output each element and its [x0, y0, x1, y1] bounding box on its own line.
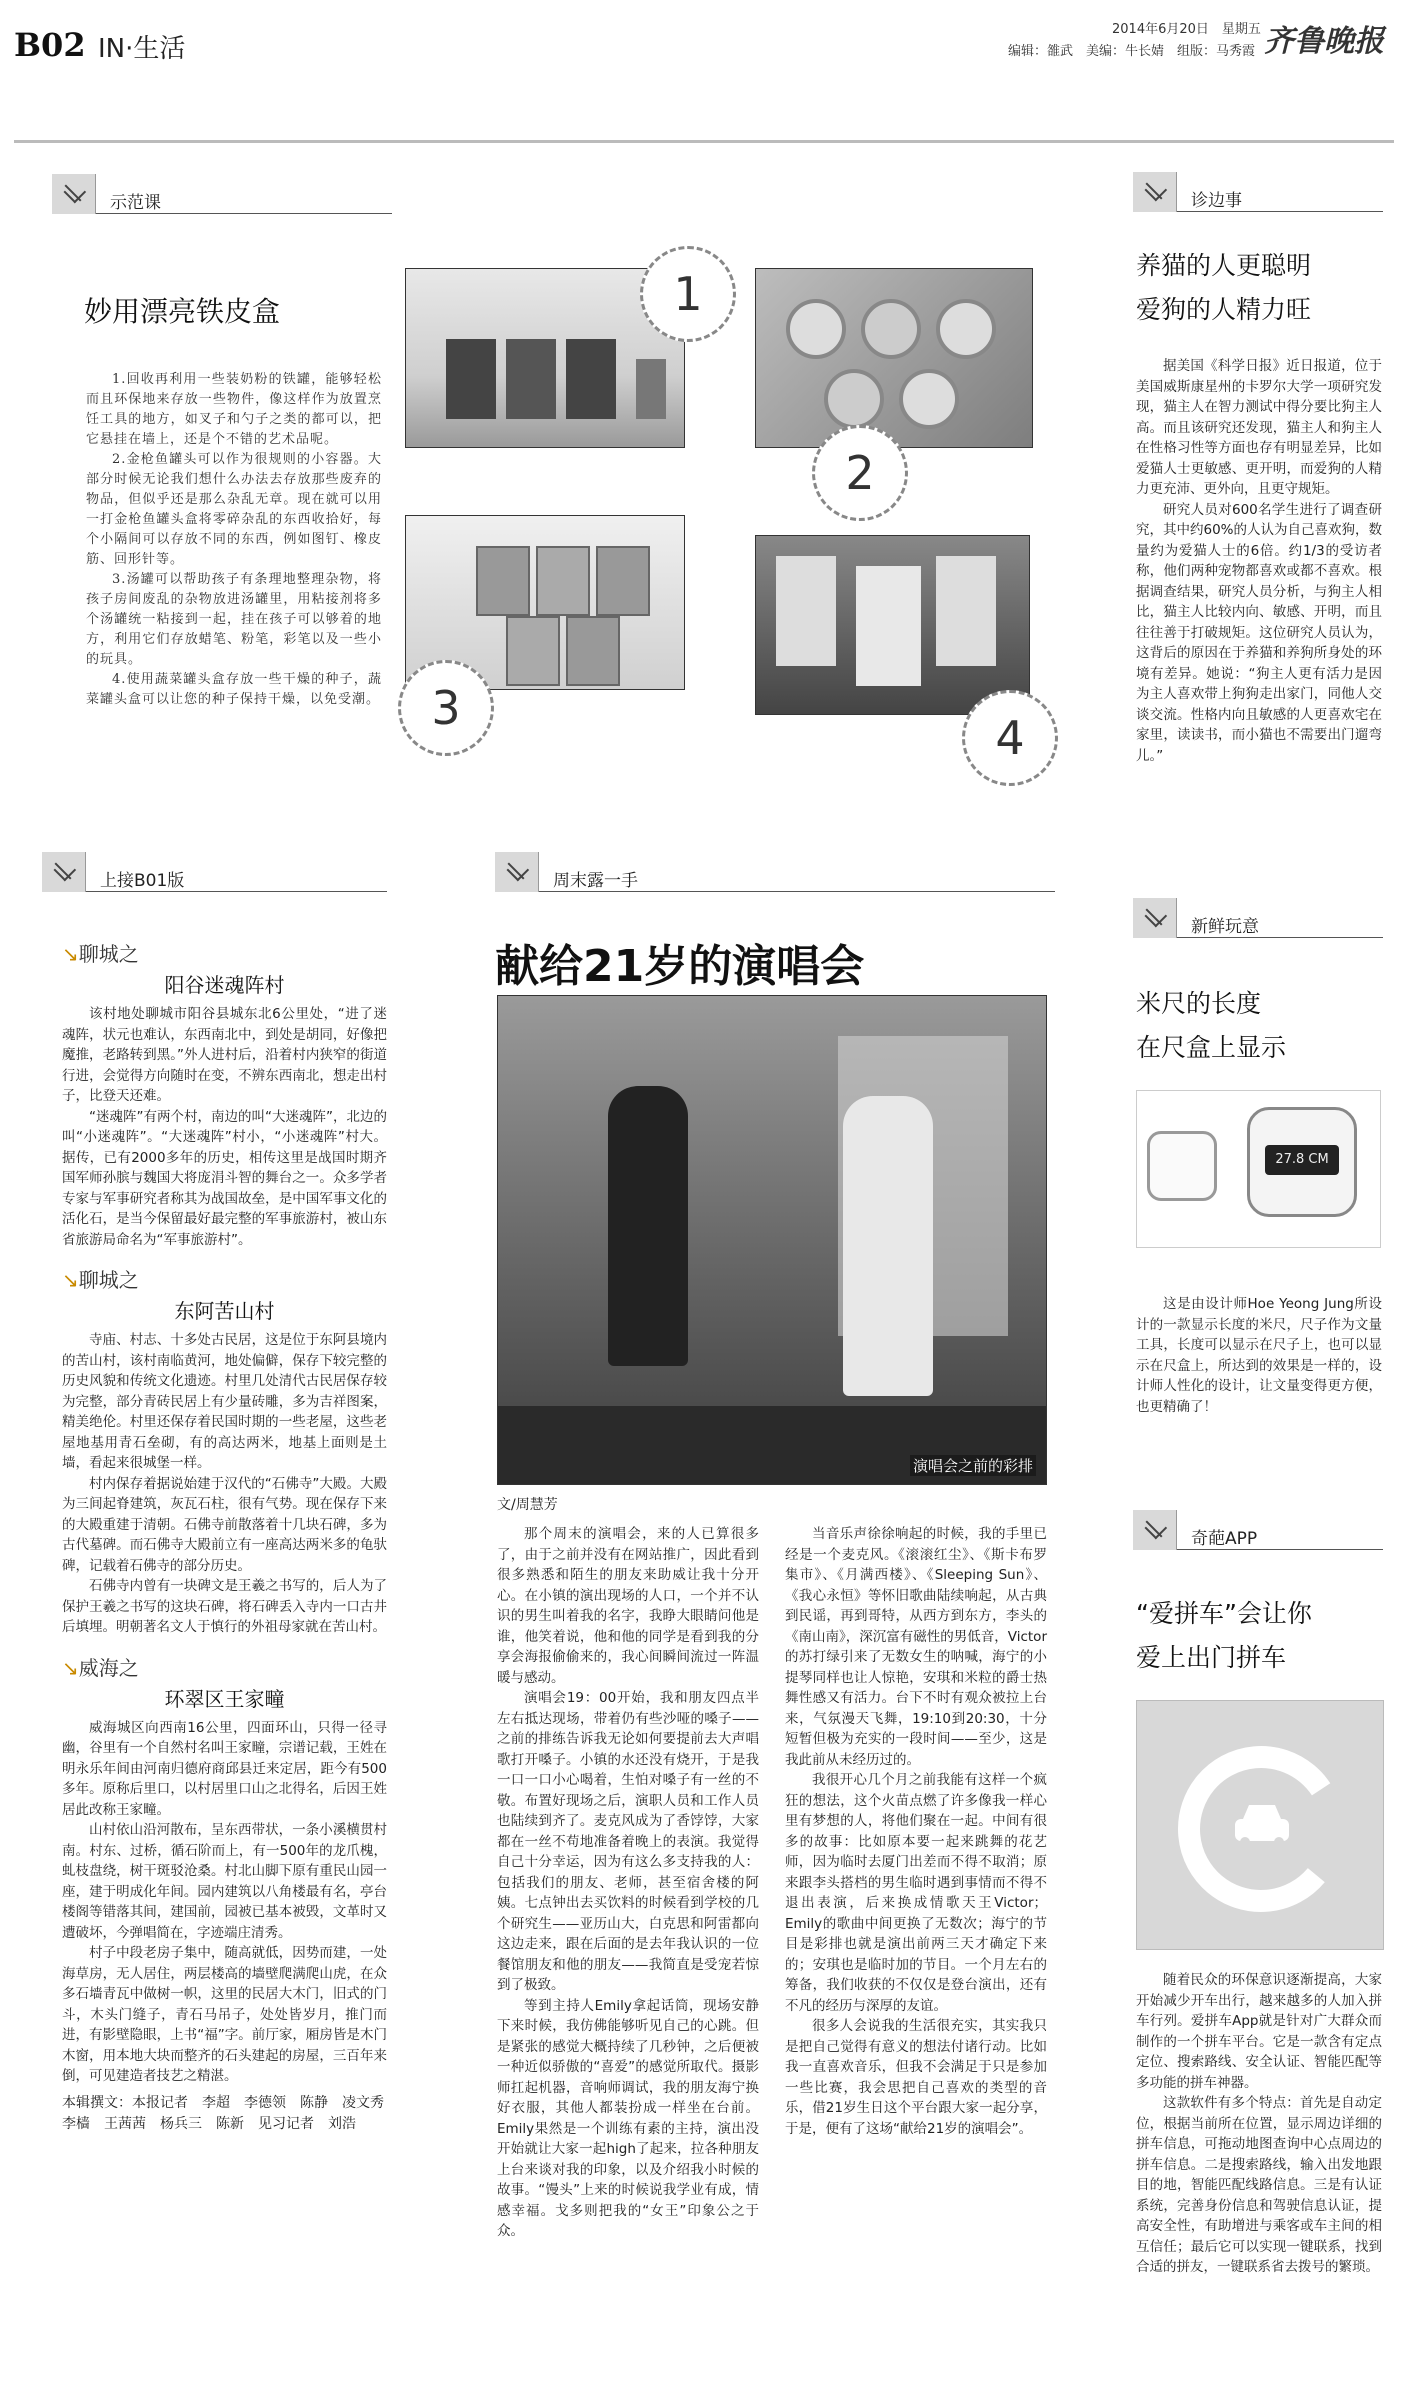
section-label: 周末露一手: [553, 871, 638, 891]
paragraph: 研究人员对600名学生进行了调查研究，其中约60%的人认为自己喜欢狗，数量约为爱猫人士的6倍。约1/3的受访者称，他们两种宠物都喜欢或都不喜欢。根据调查结果，研究人员分析，与狗主人相比，猫主人比较内向、敏感、开明，而且往往善于打破规矩。这位研究人员认为，这背后的原因在于养猫和养狗所身处的环境有差异。她说：“狗主人更有活力是因为主人喜欢带上狗狗走出家门，同他人交谈交流。性格内向且敏感的人更喜欢宅在家里，读读书，而小猫也不需要出门遛弯儿。”: [1136, 501, 1383, 764]
paragraph: 威海城区向西南16公里，四面环山，只得一径寻幽，谷里有一个自然村名叫王家疃，宗谱记载，王姓在明永乐年间由河南归德府商邱县迁来定居，距今有500多年。原称后里口，以村居里口山之北得名，后因王姓居此改称王家疃。: [62, 1719, 387, 1818]
side2-body: [1136, 1294, 1382, 1417]
section-header-side2: [1133, 898, 1383, 938]
place-mark: ↘聊城之: [62, 942, 139, 966]
car-share-icon: [1137, 1701, 1384, 1950]
photo-caption: 演唱会之前的彩排: [910, 1455, 1036, 1476]
paragraph: 2.金枪鱼罐头可以作为很规则的小容器。大部分时候无论我们想什么办法去存放那些废弃的物品，但似乎还是那么杂乱无章。现在就可以用一打金枪鱼罐头盒将零碎杂乱的东西收拾好，每个小隔间可以存放不同的东西，例如图钉、橡皮筋、回形针等。: [86, 452, 382, 567]
section-header-side3: [1133, 1510, 1383, 1550]
page-code: B02: [14, 26, 86, 64]
article-body-demo: [86, 370, 382, 710]
title-line: 爱狗的人精力旺: [1136, 295, 1312, 324]
paragraph: 我很开心几个月之前我能有这样一个疯狂的想法，这个火苗点燃了许多像我一样心里有梦想的人，将他们聚在一起。中间有很多的故事：比如原本要一起来跳舞的花艺师，因为临时去厦门出差而不得不取消；原来跟李头搭档的男生临时遇到事情而不得不退出表演，后来换成情歌天王Victor；Emily的歌曲中间更换了无数次；海宁的节目是彩排也就是演出前两三天才确定下来的；安琪也是临时加的节目。一个月左右的筹备，我们收获的不仅仅是登台演出，还有不凡的经历与深厚的友谊。: [785, 1772, 1047, 2014]
title-line: 养猫的人更聪明: [1136, 251, 1312, 280]
place-mark: ↘威海之: [62, 1655, 139, 1680]
paragraph: 该村地处聊城市阳谷县城东北6公里处，“进了迷魂阵，状元也难认，东西南北中，到处是胡同，好像把魔推，老路转到黑。”外人进村后，沿着村内狭窄的街道行进，会觉得方向随时在变，不辨东西南北，想走出村子，比登天还难。: [62, 1006, 387, 1104]
photo-tape-measure: [1136, 1090, 1381, 1248]
section-header-demo: [52, 174, 392, 214]
paragraph: 这是由设计师Hoe Yeong Jung所设计的一款显示长度的米尺，尺子作为文量工具，长度可以显示在尺子上，也可以显示在尺盒上，所达到的效果是一样的，设计师人性化的设计，让文量变得更方便，也更精确了！: [1136, 1296, 1382, 1415]
place-mark: ↘聊城之: [62, 1268, 139, 1292]
section-label: 示范课: [110, 193, 161, 213]
masthead: [0, 0, 1409, 70]
side3-title: [1136, 1592, 1312, 1680]
arrow-icon: ↘: [62, 1655, 79, 1680]
paragraph: 山村依山沿河散布，呈东西带状，一条小溪横贯村南。村东、过桥，循石阶而上，有一500年的龙爪槐，虬枝盘绕，树干斑驳沧桑。村北山脚下原有重民山园一座，建于明成化年间。园内建筑以八角楼最有名，亭台楼阁等错落其间，建国前，园被已基本被毁，文革时又遭破坏，今弹唱简在，字迹端庄清秀。: [62, 1822, 387, 1941]
newspaper-logo: 齐鲁晚报: [1264, 24, 1384, 59]
paragraph: 随着民众的环保意识逐渐提高，大家开始减少开车出行，越来越多的人加入拼车行列。爱拼车App就是针对广大群众而制作的一个拼车平台。它是一款含有定点定位、搜索路线、安全认证、智能匹配等多功能的拼车神器。: [1136, 1972, 1382, 2091]
arrow-icon: [42, 852, 86, 892]
arrow-icon: ↘: [62, 1268, 79, 1292]
measure-display: 27.8 CM: [1265, 1145, 1339, 1175]
place-title: 东阿苦山村: [174, 1299, 275, 1323]
section-header-side1: [1133, 172, 1383, 212]
photo-number-2: 2: [812, 425, 908, 521]
title-line: 米尺的长度: [1136, 989, 1262, 1018]
arrow-icon: [495, 852, 539, 892]
side1-title: [1136, 244, 1311, 332]
weekend-col1: [497, 1524, 759, 2242]
app-logo: [1136, 1700, 1384, 1950]
paragraph: 寺庙、村志、十多处古民居，这是位于东阿县境内的苦山村，该村南临黄河，地处偏僻，保存下较完整的历史风貌和传统文化遗迹。村里几处清代古民居保存较为完整，部分青砖民居上有少量砖雕，多为吉祥图案，精美绝伦。村里还保存着民国时期的一些老屋，这些老屋地基用青石垒砌，有的高达两米，地基上面则是土墙，看起来很城堡一样。: [62, 1332, 387, 1471]
place-title: 阳谷迷魂阵村: [164, 973, 285, 997]
article-title-demo: 妙用漂亮铁皮盒: [84, 295, 281, 328]
editor-credits: 编辑：雒武 美编：牛长婧 组版：马秀霞: [1008, 44, 1256, 59]
masthead-rule: [14, 140, 1394, 143]
paragraph: 村子中段老房子集中，随高就低，因势而建，一处海草房，无人居住，两层楼高的墙壁爬满爬山虎，在众多石墙青瓦中做树一帜，这里的民居大木门，旧式的门斗，木头门缝子，青石马吊子，处处皆岁月，推门而进，有影壁隐眼，上书“福”字。前厅家，厢房皆是木门木窗，用本地大块而整齐的石头建起的房屋，三百年来倒，可见建造者技艺之精湛。: [62, 1945, 387, 2084]
arrow-icon: [52, 174, 96, 214]
paragraph: “迷魂阵”有两个村，南边的叫“大迷魂阵”，北边的叫“小迷魂阵”。“大迷魂阵”村小，“小迷魂阵”村大。据传，已有2000多年的历史，相传这里是战国时期齐国军师孙膑与魏国大将庞涓斗智的舞台之一。众多学者专家与军事研究者称其为战国故垒，是中国军事文化的活化石，是当今保留最好最完整的军事旅游村，被山东省旅游局命名为“军事旅游村”。: [62, 1108, 387, 1248]
title-line: 在尺盒上显示: [1136, 1033, 1287, 1062]
paragraph: 石佛寺内曾有一块碑文是王羲之书写的，后人为了保护王羲之书写的这块石碑，将石碑丢入寺内一口古井后填埋。明朝著名文人于慎行的外祖母家就在苦山村。: [62, 1578, 387, 1635]
arrow-icon: [1133, 1510, 1177, 1550]
paragraph: 4.使用蔬菜罐头盒存放一些干燥的种子，蔬菜罐头盒可以让您的种子保持干燥，以免受潮。: [86, 672, 382, 707]
photo-concert-rehearsal: [497, 995, 1047, 1485]
title-line: 爱上出门拼车: [1136, 1643, 1287, 1672]
issue-date: 2014年6月20日 星期五: [1112, 22, 1261, 37]
paragraph: 3.汤罐可以帮助孩子有条理地整理杂物，将孩子房间废乱的杂物放进汤罐里，用粘接剂将多个汤罐统一粘接到一起，挂在孩子可以够着的地方，利用它们存放蜡笔、粉笔，彩笔以及一些小的玩具。: [86, 572, 382, 667]
photo-seed-cans: [755, 535, 1030, 715]
weekend-col2: [785, 1524, 1047, 2139]
paragraph: 据美国《科学日报》近日报道，位于美国威斯康星州的卡罗尔大学一项研究发现，猫主人在智力测试中得分要比狗主人高。而且该研究还发现，猫主人和狗主人在性格习性等方面也存有明显差异，比如爱猫人士更敏感、更开明，而爱狗的人精力更充沛、更外向，且更守规矩。: [1136, 358, 1382, 497]
byline: 本辑撰文：本报记者 李超 李德领 陈静 凌文秀 李樯 王茜茜 杨兵三 陈新 见习记者 刘浩: [62, 2094, 398, 2132]
paragraph: 村内保存着据说始建于汉代的“石佛寺”大殿。大殿为三间起脊建筑，灰瓦石柱，很有气势。现在保存下来的大殿重建于清朝。石佛寺前散落着十几块石碑，多为古代墓碑。而石佛寺大殿前立有一座高达两米多的龟驮碑，记载着石佛寺的部分历史。: [62, 1475, 387, 1574]
paragraph: 这款软件有多个特点：首先是自动定位，根据当前所在位置，显示周边详细的拼车信息，可拖动地图查询中心点周边的拼车信息。二是搜索路线，输入出发地跟目的地，智能匹配线路信息。三是有认证系统，完善身份信息和驾驶信息认证，提高安全性，有助增进与乘客或车主间的相互信任；最后它可以实现一键联系，找到合适的拼友，一键联系省去拨号的繁琐。: [1136, 2095, 1382, 2275]
section-name: IN·生活: [98, 34, 186, 64]
title-line: “爱拼车”会让你: [1136, 1599, 1312, 1628]
paragraph: 等到主持人Emily拿起话筒，现场安静下来时候，我仿佛能够听见自己的心跳。但是紧张的感觉大概持续了几秒钟，之后便被一种近似骄傲的“喜爱”的感觉所取代。摄影师扛起机器，音响师调试，我的朋友海宁换好衣服，其他人都装扮成一样坐在台前。Emily果然是一个训练有素的主持，演出没开始就让大家一起high了起来，拉各种朋友上台来谈对我的印象，以及介绍我小时候的故事。“馒头”上来的时候说我学业有成，情感幸福。戈多则把我的“女王”印象公之于众。: [497, 1997, 759, 2239]
side3-body: [1136, 1970, 1382, 2278]
paragraph: 很多人会说我的生活很充实，其实我只是把自己觉得有意义的想法付诸行动。比如我一直喜欢音乐，但我不会满足于只是参加一些比赛，我会思把自己喜欢的类型的音乐，借21岁生日这个平台跟大家一起分享，于是，便有了这场“献给21岁的演唱会”。: [785, 2018, 1047, 2137]
photo-number-4: 4: [962, 690, 1058, 786]
paragraph: 1.回收再利用一些装奶粉的铁罐，能够轻松而且环保地来存放一些物件，像这样作为放置烹饪工具的地方，如叉子和勺子之类的都可以，把它悬挂在墙上，还是个不错的艺术品呢。: [86, 372, 382, 447]
photo-number-3: 3: [398, 660, 494, 756]
place-title: 环翠区王家疃: [164, 1686, 285, 1711]
side1-body: [1136, 356, 1382, 766]
side2-title: [1136, 982, 1286, 1070]
photo-tuna-tins: [755, 268, 1033, 448]
section-label: 上接B01版: [100, 871, 185, 891]
section-label: 诊边事: [1191, 191, 1242, 211]
paragraph: 那个周末的演唱会，来的人已算很多了，由于之前并没有在网站推广，因此看到很多熟悉和陌生的朋友来助威让我十分开心。在小镇的演出现场的人口，一个并不认识的男生叫着我的名字，我睁大眼睛问他是谁，他笑着说，他和他的同学是看到我的分享会海报偷偷来的，我心间瞬间流过一阵温暖与感动。: [497, 1526, 759, 1686]
section-header-weekend: [495, 852, 1055, 892]
photo-number-1: 1: [640, 246, 736, 342]
arrow-icon: ↘: [62, 942, 79, 966]
section-label: 奇葩APP: [1191, 1529, 1258, 1549]
section-label: 新鲜玩意: [1191, 917, 1259, 937]
paragraph: 演唱会19：00开始，我和朋友四点半左右抵达现场，带着仍有些沙哑的嗓子——之前的排练告诉我无论如何要提前去大声唱歌打开嗓子。小镇的水还没有烧开，于是我一口一口小心喝着，生怕对嗓子有一丝的不敬。布置好现场之后，演职人员和工作人员也陆续到齐了。麦克风成为了香饽饽，大家都在一丝不苟地准备着晚上的表演。我觉得自己十分幸运，因为有这么多支持我的人：包括我们的朋友、老师，甚至宿舍楼的阿姨。七点钟出去买饮料的时候看到学校的几个研究生——亚历山大，白克思和阿雷都向这边走来，跟在后面的是去年我认识的一位餐馆朋友和他的朋友——我简直是受宠若惊到了极致。: [497, 1690, 759, 1993]
paragraph: 当音乐声徐徐响起的时候，我的手里已经是一个麦克风。《滚滚红尘》、《斯卡布罗集市》、《月满西楼》、《Sleeping Sun》、《我心永恒》等怀旧歌曲陆续响起，从古典到民谣，再到哥特，从西方到东方，李头的《南山南》，深沉富有磁性的男低音，Victor的苏打绿引来了无数女生的呐喊，海宁的小提琴同样也让人惊艳，安琪和米粒的爵士热舞性感又有活力。台下不时有观众被拉上台来，气氛漫天飞舞，19:10到20:30，十分短暂但极为充实的一段时间——至少，这是我此前从未经历过的。: [785, 1526, 1047, 1768]
section-header-continued: [42, 852, 387, 892]
weekend-author: 文/周慧芳: [497, 1497, 558, 1513]
arrow-icon: [1133, 172, 1177, 212]
continued-body: [62, 938, 398, 2135]
weekend-title: 献给21岁的演唱会: [495, 941, 865, 992]
arrow-icon: [1133, 898, 1177, 938]
